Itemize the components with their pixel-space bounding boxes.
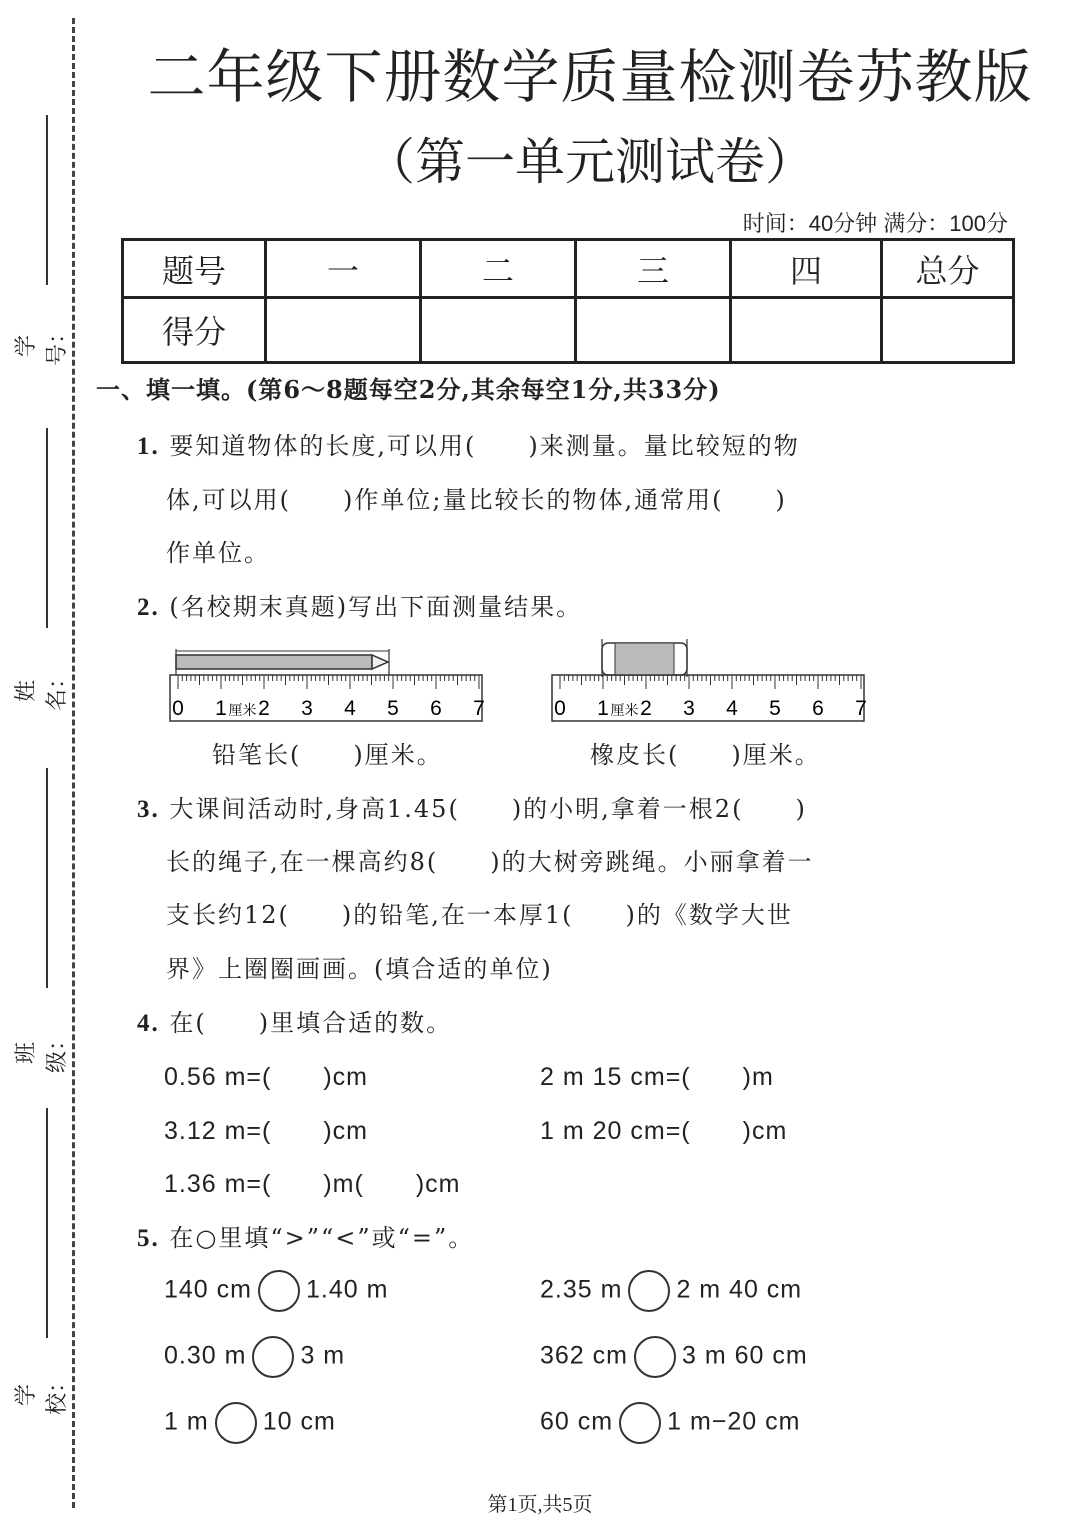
q3-line-4: 界》上圈圈画画。(填合适的单位) <box>166 955 553 983</box>
left-ruler-label: 1 <box>215 697 227 720</box>
compare-circle[interactable] <box>619 1402 661 1444</box>
right-ruler-label: 0 <box>554 697 566 720</box>
left-ruler-label: 3 <box>301 697 313 720</box>
q4-number: 4. <box>137 1010 160 1037</box>
q4-line <box>137 1003 452 1038</box>
compare-left: 2.35 m <box>540 1275 623 1304</box>
q3-text: 大课间活动时,身高1.45( )的小明,拿着一根2( ) <box>169 795 807 823</box>
score-cell[interactable] <box>731 298 882 363</box>
q3-line-1 <box>137 789 807 824</box>
compare-left: 362 cm <box>540 1341 628 1370</box>
left-ruler <box>170 675 485 721</box>
compare-circle[interactable] <box>628 1270 670 1312</box>
compare-circle[interactable] <box>634 1336 676 1378</box>
eraser-illustration <box>602 639 687 677</box>
class-line <box>46 768 48 988</box>
left-ruler-label: 5 <box>387 697 399 720</box>
pencil-illustration <box>176 649 389 675</box>
q1-line-3: 作单位。 <box>166 539 270 567</box>
score-table-header-row <box>123 240 1014 298</box>
q5-number: 5. <box>137 1225 160 1252</box>
score-header-cell: 题号 <box>123 240 266 298</box>
score-cell[interactable] <box>266 298 421 363</box>
school-label: 学校： <box>14 1370 70 1415</box>
q1-number: 1. <box>137 433 160 460</box>
left-ruler-label: 4 <box>344 697 356 720</box>
score-table <box>121 238 1015 364</box>
score-header-cell: 一 <box>266 240 421 298</box>
compare-right: 2 m 40 cm <box>676 1275 803 1304</box>
q5-compare-item <box>164 1402 336 1444</box>
q4-item: 0.56 m=( )cm <box>164 1063 369 1091</box>
compare-right: 1 m−20 cm <box>667 1407 801 1436</box>
q5-line <box>137 1218 474 1253</box>
score-header-cell: 四 <box>731 240 882 298</box>
left-ruler-label: 0 <box>172 697 184 720</box>
right-ruler-label: 4 <box>726 697 738 720</box>
compare-right: 3 m <box>300 1341 346 1370</box>
q2-text: (名校期末真题)写出下面测量结果。 <box>169 593 583 621</box>
name-line <box>46 428 48 628</box>
compare-left: 140 cm <box>164 1275 252 1304</box>
name-label: 姓名： <box>14 666 70 711</box>
right-ruler-label: 7 <box>855 697 867 720</box>
compare-right: 10 cm <box>262 1407 336 1436</box>
score-row-label: 得分 <box>123 298 266 363</box>
left-ruler-unit-label: 厘米 <box>228 703 257 719</box>
q3-line-3: 支长约12( )的铅笔,在一本厚1( )的《数学大世 <box>166 901 793 929</box>
right-ruler-label: 3 <box>683 697 695 720</box>
left-ruler-label: 7 <box>473 697 485 720</box>
q1-line-2: 体,可以用( )作单位;量比较长的物体,通常用( ) <box>166 486 787 514</box>
q1-line-1 <box>137 426 800 461</box>
q4-item: 1 m 20 cm=( )cm <box>540 1117 788 1145</box>
left-ruler-label: 6 <box>430 697 442 720</box>
page-title: 二年级下册数学质量检测卷苏教版 <box>147 43 1033 111</box>
compare-circle[interactable] <box>258 1270 300 1312</box>
right-ruler-label: 6 <box>812 697 824 720</box>
class-label: 班级： <box>14 1028 70 1073</box>
score-header-cell: 三 <box>576 240 731 298</box>
score-cell[interactable] <box>576 298 731 363</box>
binding-dashed-line <box>72 18 75 1508</box>
score-cell[interactable] <box>882 298 1014 363</box>
compare-right: 3 m 60 cm <box>681 1341 808 1370</box>
eraser-caption: 橡皮长( )厘米。 <box>590 741 821 769</box>
compare-circle[interactable] <box>252 1336 294 1378</box>
page-footer: 第1页,共5页 <box>487 1494 593 1516</box>
right-ruler-unit-label: 厘米 <box>610 703 639 719</box>
q4-item: 2 m 15 cm=( )m <box>540 1063 774 1091</box>
student-id-label: 学号： <box>14 321 70 366</box>
school-line <box>46 1108 48 1338</box>
right-ruler <box>552 675 867 721</box>
left-ruler-label: 2 <box>258 697 270 720</box>
compare-circle[interactable] <box>215 1402 257 1444</box>
q4-text: 在( )里填合适的数。 <box>169 1009 453 1037</box>
score-cell[interactable] <box>421 298 576 363</box>
right-ruler-label: 5 <box>769 697 781 720</box>
compare-left: 60 cm <box>540 1407 614 1436</box>
q5-compare-item <box>164 1270 388 1312</box>
q5-compare-item <box>540 1402 800 1444</box>
q3-number: 3. <box>137 796 160 823</box>
q2-line <box>137 587 582 622</box>
q5-compare-item <box>164 1336 345 1378</box>
q1-text: 要知道物体的长度,可以用( )来测量。量比较短的物 <box>169 432 800 460</box>
q5-compare-item <box>540 1336 808 1378</box>
pencil-caption: 铅笔长( )厘米。 <box>212 741 443 769</box>
score-table-score-row <box>123 298 1014 363</box>
section-heading: 一、填一填。(第6～8题每空2分,其余每空1分,共33分) <box>96 375 721 404</box>
right-ruler-label: 1 <box>597 697 609 720</box>
q4-item: 3.12 m=( )cm <box>164 1117 369 1145</box>
compare-left: 0.30 m <box>164 1341 247 1370</box>
q2-number: 2. <box>137 594 160 621</box>
page-subtitle: （第一单元测试卷） <box>365 133 815 191</box>
compare-left: 1 m <box>164 1407 209 1436</box>
score-header-cell: 二 <box>421 240 576 298</box>
rulers-figure <box>160 635 920 730</box>
q4-item: 1.36 m=( )m( )cm <box>164 1170 461 1198</box>
right-ruler-label: 2 <box>640 697 652 720</box>
score-header-cell: 总分 <box>882 240 1014 298</box>
q3-line-2: 长的绳子,在一棵高约8( )的大树旁跳绳。小丽拿着一 <box>166 848 814 876</box>
q5-compare-item <box>540 1270 802 1312</box>
student-id-line <box>46 115 48 285</box>
q5-text: 在○里填“>”“<”或“=”。 <box>169 1224 475 1252</box>
compare-right: 1.40 m <box>305 1275 389 1304</box>
time-score-info: 时间：40分钟 满分：100分 <box>742 211 1008 236</box>
